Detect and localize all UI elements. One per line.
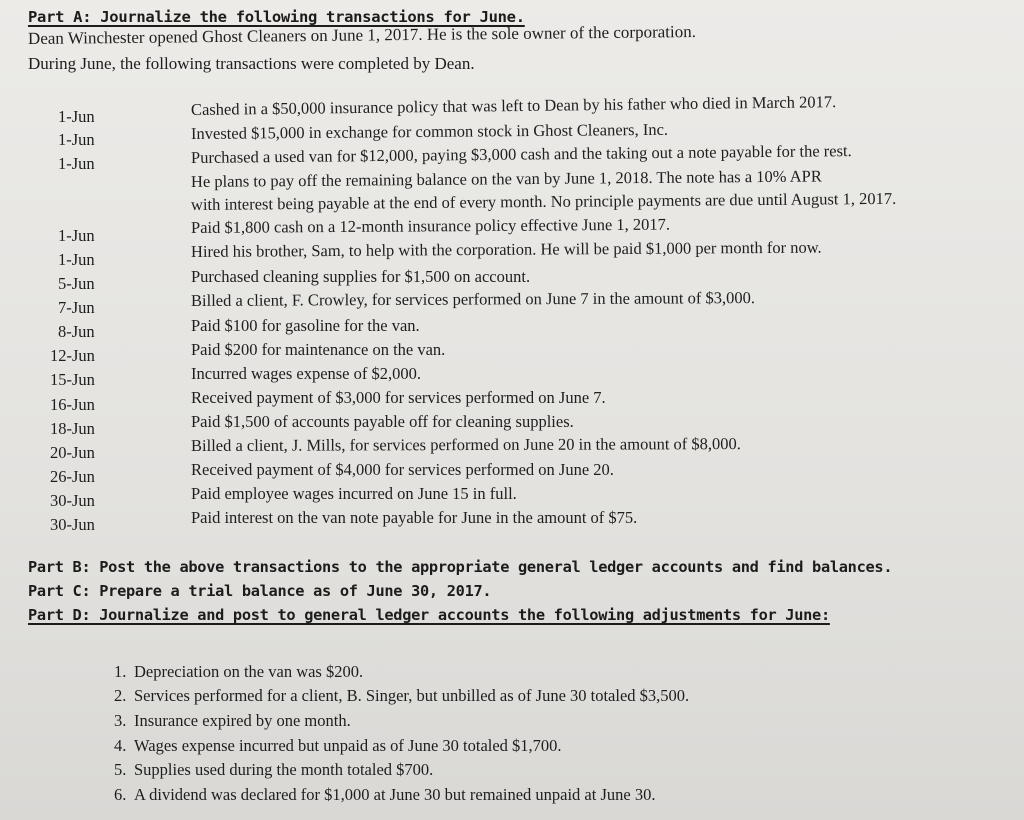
transaction-date: 1-Jun [58,226,95,245]
adjustment-text: Services performed for a client, B. Singer, but unbilled as of June 30 totaled $3,500. [134,686,690,705]
adjustment-number: 6. [114,785,127,804]
transaction-text: Paid $100 for gasoline for the van. [191,316,420,335]
part-c-heading: Part C: Prepare a trial balance as of June 30, 2017. [28,582,492,600]
adjustment-text: Insurance expired by one month. [134,711,351,730]
adjustment-text: A dividend was declared for $1,000 at June 30 but remained unpaid at June 30. [134,785,656,804]
transaction-date: 5-Jun [58,274,95,293]
intro-line-2: During June, the following transactions were completed by Dean. [28,54,475,73]
transaction-date: 20-Jun [50,443,95,462]
transaction-text: Paid $200 for maintenance on the van. [191,340,446,359]
transaction-date: 1-Jun [58,130,95,149]
adjustment-number: 4. [114,736,127,755]
transaction-date: 30-Jun [50,491,95,510]
adjustment-number: 1. [114,662,127,681]
intro-line-1: Dean Winchester opened Ghost Cleaners on June 1, 2017. He is the sole owner of the corporation. [27,22,697,48]
adjustment-item [114,711,351,731]
transaction-date: 1-Jun [58,250,95,269]
adjustment-item [114,736,562,756]
adjustment-number: 2. [114,686,127,705]
transaction-date: 1-Jun [58,154,95,173]
adjustment-item [114,662,363,682]
transaction-text: with interest being payable at the end of every month. No principle payments are due until August 1, 2017. [190,188,897,214]
transaction-text: Received payment of $3,000 for services performed on June 7. [191,388,606,407]
transaction-text: Purchased cleaning supplies for $1,500 on account. [191,267,531,286]
transaction-date: 12-Jun [50,346,95,365]
transaction-text: Incurred wages expense of $2,000. [191,364,422,383]
transaction-date: 15-Jun [50,370,95,389]
adjustment-number: 3. [114,711,127,730]
part-d-heading: Part D: Journalize and post to general ledger accounts the following adjustments for June: [28,606,830,624]
transaction-date: 18-Jun [50,419,95,438]
transaction-text: Paid $1,500 of accounts payable off for cleaning supplies. [191,412,574,431]
transaction-date: 30-Jun [50,515,95,534]
transaction-text: He plans to pay off the remaining balance on the van by June 1, 2018. The note has a 10% APR [190,166,822,191]
part-a-heading: Part A: Journalize the following transactions for June. [28,8,525,26]
adjustment-number: 5. [114,760,127,779]
transaction-text: Received payment of $4,000 for services performed on June 20. [191,460,614,479]
transaction-text: Paid employee wages incurred on June 15 in full. [191,484,517,503]
adjustment-item [114,686,689,706]
transaction-date: 8-Jun [58,322,95,341]
transaction-date: 26-Jun [50,467,95,486]
adjustment-item [114,785,655,805]
transaction-date: 16-Jun [50,395,95,414]
transaction-text: Billed a client, J. Mills, for services performed on June 20 in the amount of $8,000. [190,434,741,455]
transaction-date: 1-Jun [58,107,95,126]
transaction-text: Billed a client, F. Crowley, for services performed on June 7 in the amount of $3,000. [190,288,756,310]
transaction-text: Purchased a used van for $12,000, paying $3,000 cash and the taking out a note payable for the rest. [190,141,852,167]
part-b-heading: Part B: Post the above transactions to the appropriate general ledger accounts and find balances. [28,558,893,576]
transaction-text: Hired his brother, Sam, to help with the corporation. He will be paid $1,000 per month for now. [190,237,822,261]
adjustment-text: Supplies used during the month totaled $700. [134,760,434,779]
transaction-text: Paid interest on the van note payable for June in the amount of $75. [191,508,638,527]
adjustment-text: Wages expense incurred but unpaid as of June 30 totaled $1,700. [134,736,562,755]
transaction-text: Invested $15,000 in exchange for common stock in Ghost Cleaners, Inc. [190,119,669,143]
adjustment-item [114,760,433,780]
transaction-text: Paid $1,800 cash on a 12-month insurance policy effective June 1, 2017. [190,214,671,237]
transaction-text: Cashed in a $50,000 insurance policy that was left to Dean by his father who died in March 2017. [190,92,837,119]
adjustment-text: Depreciation on the van was $200. [134,662,364,681]
transaction-date: 7-Jun [58,298,95,317]
